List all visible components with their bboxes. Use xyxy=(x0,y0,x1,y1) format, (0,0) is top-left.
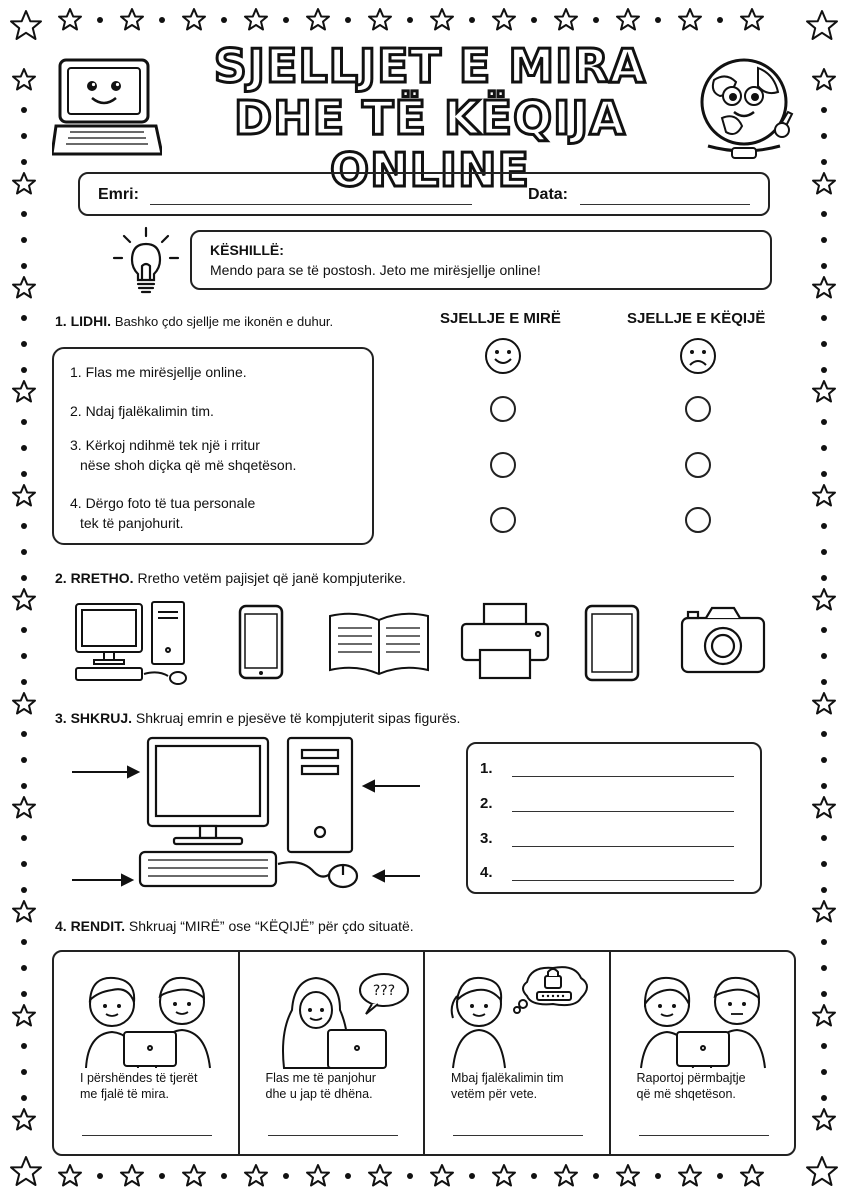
row-number-1: 1. xyxy=(480,760,493,777)
section3-title xyxy=(55,710,460,726)
situation-text-4 xyxy=(637,1070,787,1102)
behaviour-item-3-cont: nëse shoh diçka që më shqetëson. xyxy=(80,457,297,473)
situation-panel-4 xyxy=(611,952,795,1154)
answer-circle-good-4[interactable] xyxy=(490,507,516,533)
question-bubble-text: ??? xyxy=(372,983,395,999)
situation-4-line2: që më shqetëson. xyxy=(636,1087,736,1101)
parts-answer-box xyxy=(466,742,762,894)
situation-panel-1 xyxy=(54,952,240,1154)
situation-2-line2: dhe u jap të dhëna. xyxy=(265,1087,373,1101)
date-label: Data: xyxy=(528,186,569,203)
answer-row-2 xyxy=(480,795,493,812)
section4-instruction: Shkruaj “MIRË” ose “KËQIJË” për çdo situatë. xyxy=(128,918,414,934)
answer-field-situation-1[interactable] xyxy=(82,1135,212,1136)
col-bad-header: SJELLJE E KËQIJË xyxy=(627,310,766,327)
section2-title xyxy=(55,570,406,586)
tablet-icon[interactable] xyxy=(584,604,640,682)
answer-field-situation-4[interactable] xyxy=(639,1135,769,1136)
answer-circle-bad-3[interactable] xyxy=(685,452,711,478)
answer-row-1 xyxy=(480,760,493,777)
situation-text-2 xyxy=(266,1070,416,1102)
answer-row-3 xyxy=(480,830,493,847)
situation-panel-2 xyxy=(240,952,426,1154)
answer-circle-bad-4[interactable] xyxy=(685,507,711,533)
answer-circle-bad-2[interactable] xyxy=(685,396,711,422)
tip-text: Mendo para se të postosh. Jeto me mirësjellje online! xyxy=(210,262,541,278)
kids-greeting-illustration xyxy=(64,960,228,1070)
row-number-3: 3. xyxy=(480,830,493,847)
row-number-4: 4. xyxy=(480,864,493,881)
printer-icon[interactable] xyxy=(460,602,550,682)
situation-1-line2: me fjalë të mira. xyxy=(80,1087,169,1101)
situation-text-3 xyxy=(451,1070,601,1102)
name-field[interactable] xyxy=(150,204,472,205)
lightbulb-icon xyxy=(112,226,180,298)
kids-reporting-illustration xyxy=(621,960,785,1070)
desktop-computer-icon[interactable] xyxy=(74,600,196,688)
behaviour-item-3: 3. Kërkoj ndihmë tek një i rritur xyxy=(70,437,260,453)
date-field[interactable] xyxy=(580,204,750,205)
behaviour-item-1: 1. Flas me mirësjellje online. xyxy=(70,364,247,380)
list-item xyxy=(70,493,255,533)
answer-field-situation-3[interactable] xyxy=(453,1135,583,1136)
answer-field-3[interactable] xyxy=(512,846,734,847)
section4-title xyxy=(55,918,414,934)
list-item xyxy=(70,401,214,421)
answer-field-4[interactable] xyxy=(512,880,734,881)
answer-row-4 xyxy=(480,864,493,881)
camera-icon[interactable] xyxy=(680,604,766,676)
name-date-box xyxy=(78,172,770,216)
title-line-2: DHE TË KËQIJA ONLINE xyxy=(234,91,626,197)
title-line-1: SJELLJET E MIRA xyxy=(213,39,647,93)
situation-1-line1: I përshëndes të tjerët xyxy=(80,1071,198,1085)
behaviour-item-2: 2. Ndaj fjalëkalimin tim. xyxy=(70,403,214,419)
smartphone-icon[interactable] xyxy=(238,604,284,680)
list-item xyxy=(70,435,296,475)
situation-3-line2: vetëm për vete. xyxy=(451,1087,538,1101)
answer-field-situation-2[interactable] xyxy=(268,1135,398,1136)
globe-character-icon xyxy=(692,52,804,164)
name-label: Emri: xyxy=(98,186,139,203)
situation-2-line1: Flas me të panjohur xyxy=(265,1071,376,1085)
answer-circle-good-3[interactable] xyxy=(490,452,516,478)
sad-face-icon xyxy=(679,337,717,375)
tip-box xyxy=(190,230,772,290)
smiley-face-icon xyxy=(484,337,522,375)
section1-number: 1. LIDHI. xyxy=(55,313,112,329)
section3-instruction: Shkruaj emrin e pjesëve të kompjuterit sipas figurës. xyxy=(135,710,461,726)
col-good-header: SJELLJE E MIRË xyxy=(440,310,561,327)
girl-password-illustration xyxy=(435,960,599,1070)
tip-title: KËSHILLË: xyxy=(210,242,284,258)
computer-parts-diagram xyxy=(66,734,420,896)
behaviour-list-box xyxy=(52,347,374,545)
section1-instruction: Bashko çdo sjellje me ikonën e duhur. xyxy=(114,314,334,329)
section3-number: 3. SHKRUJ. xyxy=(55,710,133,726)
row-number-2: 2. xyxy=(480,795,493,812)
laptop-character-icon xyxy=(52,58,162,158)
behaviour-item-4-cont: tek të panjohurit. xyxy=(80,515,184,531)
answer-field-2[interactable] xyxy=(512,811,734,812)
section1-title xyxy=(55,313,333,329)
answer-circle-good-2[interactable] xyxy=(490,396,516,422)
behaviour-item-4: 4. Dërgo foto të tua personale xyxy=(70,495,256,511)
situation-panels xyxy=(52,950,796,1156)
situation-text-1 xyxy=(80,1070,230,1102)
list-item xyxy=(70,362,247,382)
situation-4-line1: Raportoj përmbajtje xyxy=(636,1071,746,1085)
situation-3-line1: Mbaj fjalëkalimin tim xyxy=(451,1071,564,1085)
answer-field-1[interactable] xyxy=(512,776,734,777)
situation-panel-3 xyxy=(425,952,611,1154)
section4-number: 4. RENDIT. xyxy=(55,918,126,934)
hooded-person-laptop-illustration xyxy=(250,960,414,1070)
section2-number: 2. RRETHO. xyxy=(55,570,134,586)
section2-instruction: Rretho vetëm pajisjet që janë kompjuterike. xyxy=(137,570,406,586)
book-icon[interactable] xyxy=(326,608,432,680)
